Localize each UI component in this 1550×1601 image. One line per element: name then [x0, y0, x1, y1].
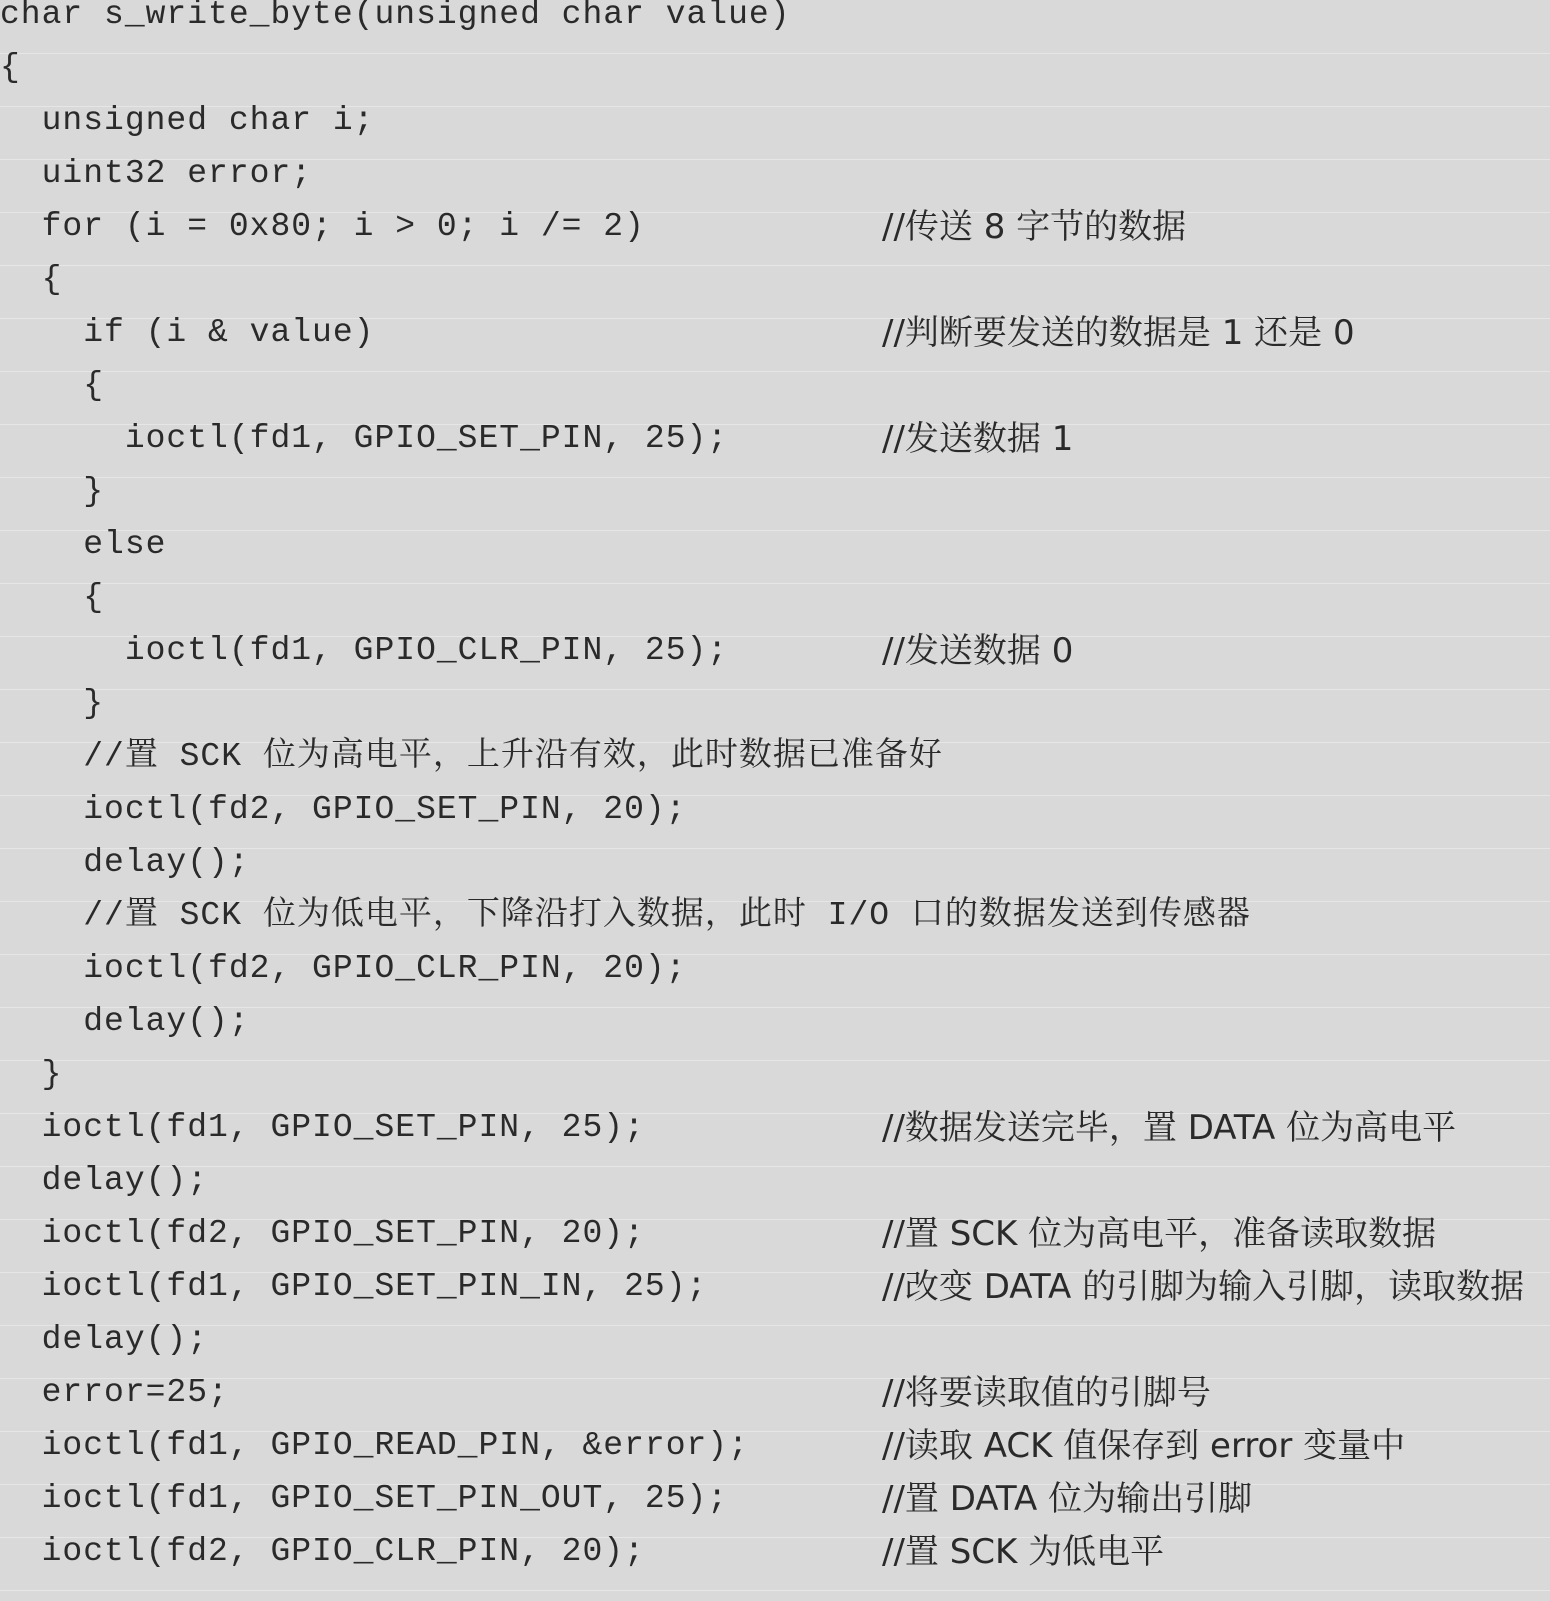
code-line [0, 1479, 1550, 1538]
code-line [0, 1003, 1550, 1061]
code-line [0, 579, 1550, 637]
code-line [0, 631, 1550, 690]
code-comment: //将要读取值的引脚号 [882, 1373, 1211, 1413]
code-line [0, 1373, 1550, 1432]
code-text: ioctl(fd1, GPIO_SET_PIN, 25); [0, 1109, 645, 1146]
code-line [0, 1267, 1550, 1326]
code-comment: //传送 8 字节的数据 [882, 207, 1187, 247]
code-text: ioctl(fd2, GPIO_SET_PIN, 20); [0, 1215, 645, 1252]
code-comment: //置 SCK 为低电平 [882, 1532, 1165, 1572]
code-text: error=25; [0, 1374, 229, 1411]
code-text: delay(); [0, 1003, 250, 1040]
code-text: ioctl(fd1, GPIO_SET_PIN, 25); [0, 420, 729, 457]
code-line [0, 1056, 1550, 1114]
code-text: ioctl(fd2, GPIO_CLR_PIN, 20); [0, 1533, 645, 1570]
code-text: ioctl(fd1, GPIO_SET_PIN_IN, 25); [0, 1268, 708, 1305]
code-comment: //数据发送完毕，置 DATA 位为高电平 [882, 1108, 1457, 1148]
code-line [0, 49, 1550, 107]
code-text: delay(); [0, 1162, 209, 1199]
code-line [0, 419, 1550, 478]
code-text: delay(); [0, 844, 250, 881]
code-line [0, 473, 1550, 531]
code-text: //置 SCK 位为高电平，上升沿有效，此时数据已准备好 [0, 738, 943, 775]
code-line [0, 1532, 1550, 1591]
code-text: for (i = 0x80; i > 0; i /= 2) [0, 208, 645, 245]
code-line [0, 261, 1550, 319]
code-text: ioctl(fd1, GPIO_SET_PIN_OUT, 25); [0, 1480, 729, 1517]
code-line [0, 0, 1550, 54]
code-text: delay(); [0, 1321, 209, 1358]
code-text: char s_write_byte(unsigned char value) [0, 0, 791, 33]
code-text: { [0, 367, 105, 404]
code-text: ioctl(fd2, GPIO_SET_PIN, 20); [0, 791, 687, 828]
code-comment: //改变 DATA 的引脚为输入引脚，读取数据 [882, 1267, 1525, 1307]
code-text: { [0, 261, 63, 298]
code-comment: //发送数据 1 [882, 419, 1074, 459]
code-line [0, 1108, 1550, 1167]
code-text: { [0, 49, 21, 86]
code-line [0, 102, 1550, 160]
code-line [0, 1426, 1550, 1485]
code-line [0, 526, 1550, 584]
code-line [0, 950, 1550, 1008]
code-text: ioctl(fd1, GPIO_READ_PIN, &error); [0, 1427, 749, 1464]
code-line [0, 685, 1550, 743]
code-text: //置 SCK 位为低电平，下降沿打入数据，此时 I/O 口的数据发送到传感器 [0, 897, 1251, 934]
code-line [0, 207, 1550, 266]
code-text: uint32 error; [0, 155, 313, 192]
code-line [0, 1214, 1550, 1273]
code-line [0, 844, 1550, 902]
code-comment: //发送数据 0 [882, 631, 1074, 671]
code-line [0, 791, 1550, 849]
code-comment: //判断要发送的数据是 1 还是 0 [882, 313, 1355, 353]
code-line [0, 1162, 1550, 1220]
code-text: if (i & value) [0, 314, 375, 351]
code-line [0, 367, 1550, 425]
code-text: ioctl(fd2, GPIO_CLR_PIN, 20); [0, 950, 687, 987]
code-line [0, 897, 1550, 955]
code-text: unsigned char i; [0, 102, 375, 139]
code-text: } [0, 685, 105, 722]
code-comment: //读取 ACK 值保存到 error 变量中 [882, 1426, 1406, 1466]
code-text: ioctl(fd1, GPIO_CLR_PIN, 25); [0, 632, 729, 669]
code-comment: //置 SCK 位为高电平，准备读取数据 [882, 1214, 1437, 1254]
code-comment: //置 DATA 位为输出引脚 [882, 1479, 1253, 1519]
code-text: else [0, 526, 167, 563]
code-line [0, 155, 1550, 213]
code-text: } [0, 1056, 63, 1093]
code-line [0, 738, 1550, 796]
code-line [0, 1321, 1550, 1379]
code-line [0, 313, 1550, 372]
code-text: } [0, 473, 105, 510]
code-text: { [0, 579, 105, 616]
